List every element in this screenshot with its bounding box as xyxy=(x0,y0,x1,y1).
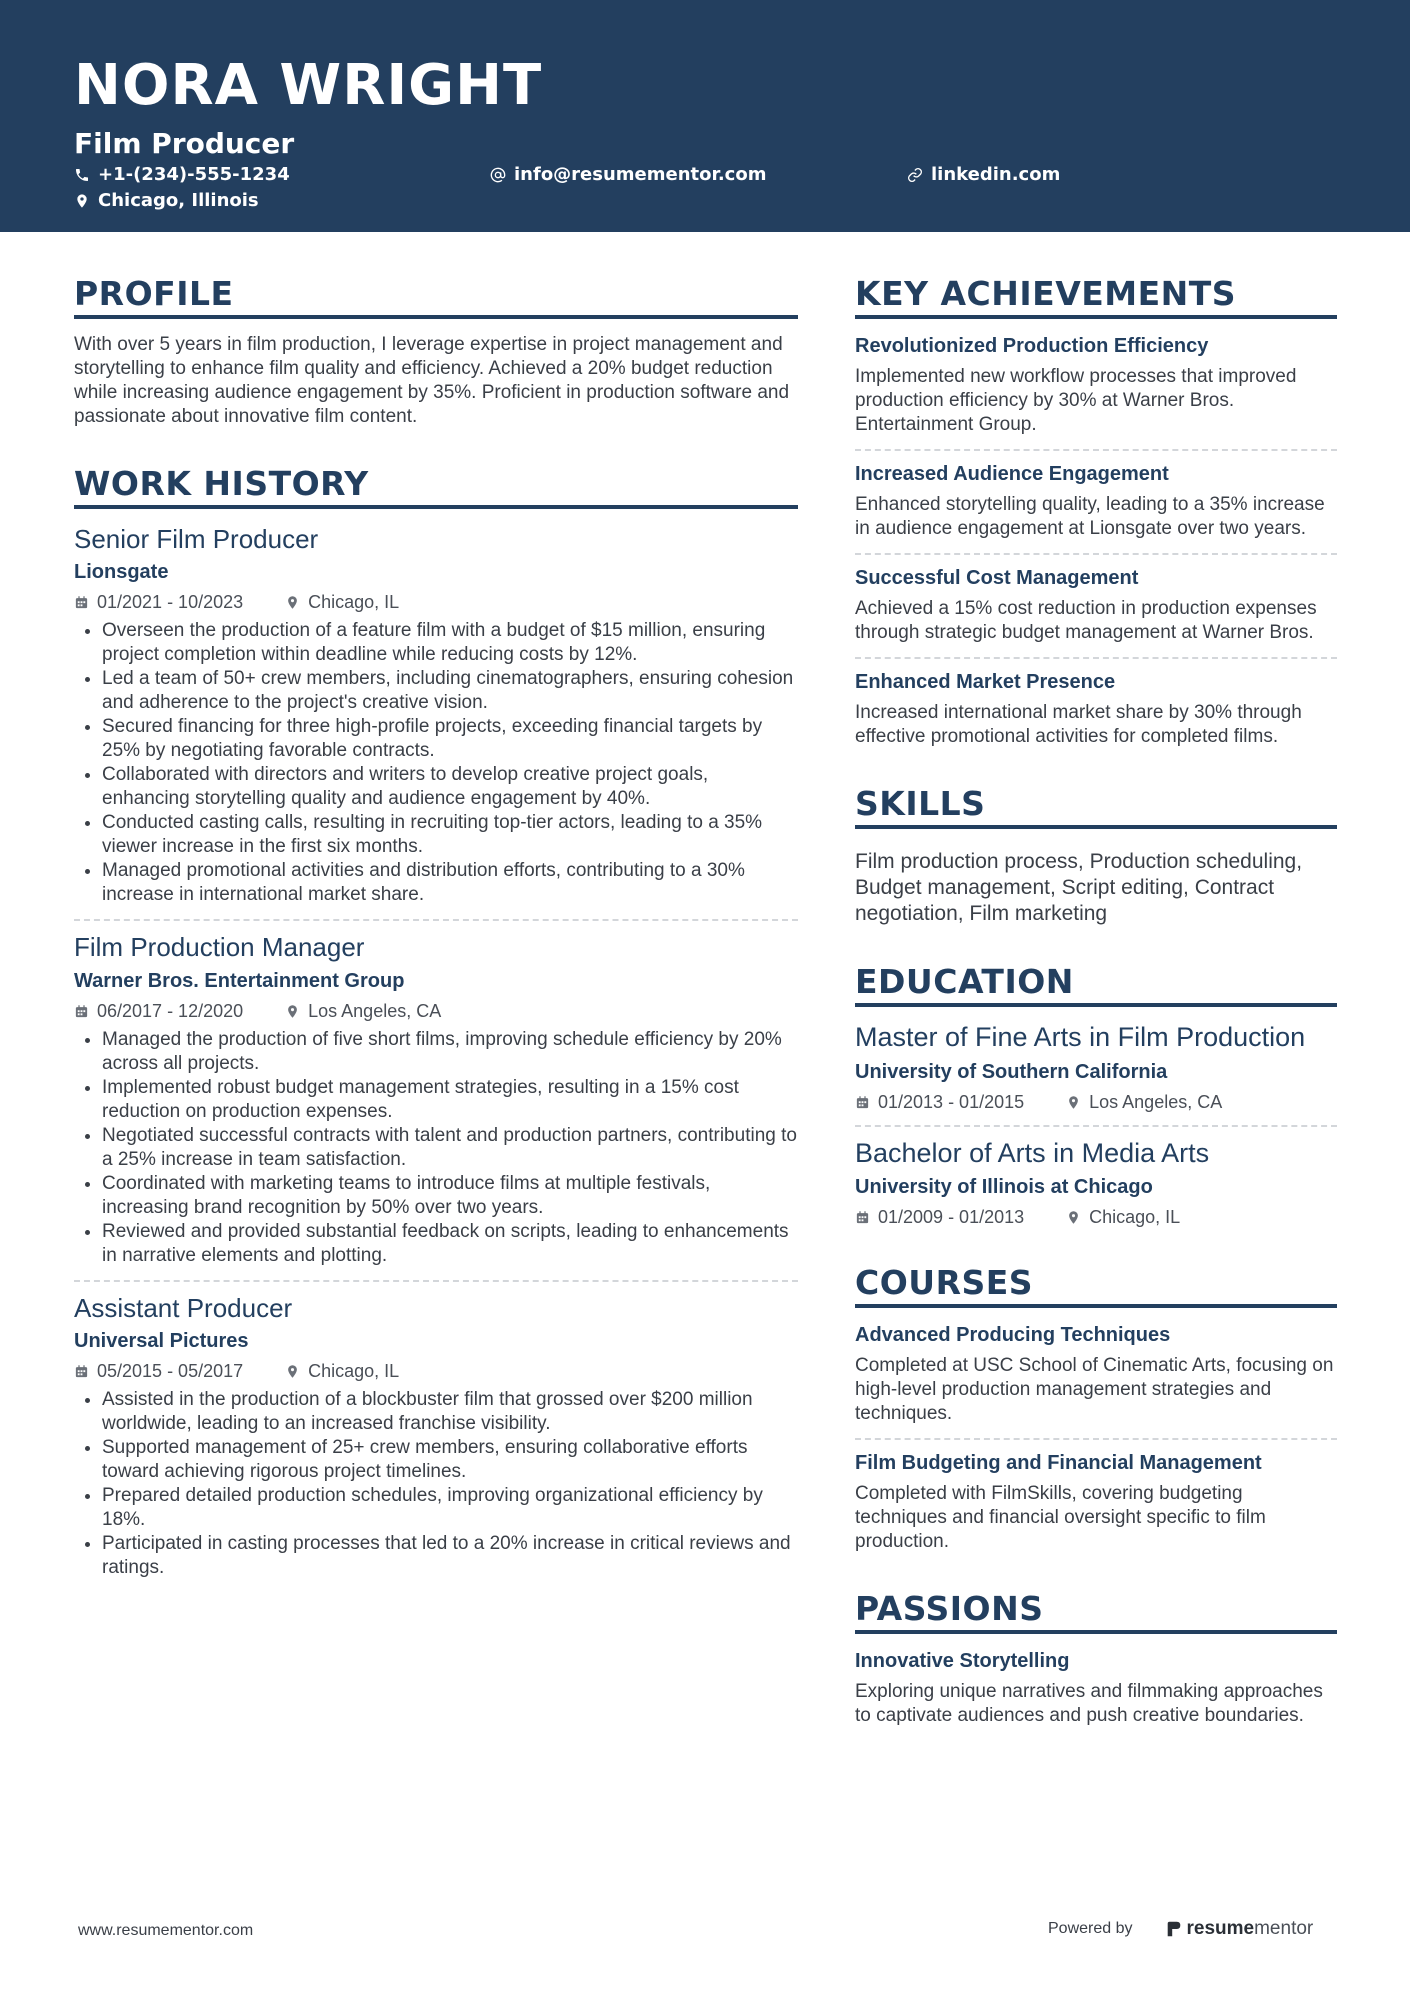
brand-name-bold: resume xyxy=(1186,1918,1255,1939)
education-heading: EDUCATION xyxy=(855,963,1337,1007)
map-pin-icon xyxy=(1066,1210,1081,1225)
map-pin-icon xyxy=(74,193,90,209)
job-meta xyxy=(74,1361,798,1382)
job-location: Los Angeles, CA xyxy=(308,1000,442,1021)
job-bullet: • Implemented robust budget management strategies, resulting in a 15% cost reduction on production expenses. xyxy=(102,1076,798,1124)
job-bullets xyxy=(74,619,798,907)
achievement-desc: Implemented new workflow processes that improved production efficiency by 30% at Warner Bros. Entertainment Group. xyxy=(855,365,1297,435)
divider xyxy=(74,919,798,921)
job-bullet: • Conducted casting calls, resulting in recruiting top-tier actors, leading to a 35% viewer increase in the first six months. xyxy=(102,811,798,859)
achievement-desc: Enhanced storytelling quality, leading to a 35% increase in audience engagement at Lionsgate over two years. xyxy=(855,493,1325,539)
achievement-item xyxy=(855,669,1337,749)
job-bullet: • Reviewed and provided substantial feedback on scripts, leading to enhancements in narrative elements and plotting. xyxy=(102,1220,798,1268)
job-bullet: • Secured financing for three high-profile projects, exceeding financial targets by 25% by negotiating favorable contracts. xyxy=(102,715,798,763)
job-title: Film Production Manager xyxy=(74,932,365,963)
calendar-icon xyxy=(855,1095,870,1110)
footer-website[interactable]: www.resumementor.com xyxy=(78,1922,254,1939)
education-dates: 01/2009 - 01/2013 xyxy=(878,1207,1025,1228)
job-title: Senior Film Producer xyxy=(74,523,319,554)
job-entry xyxy=(74,1292,798,1581)
location-text: Chicago, Illinois xyxy=(98,190,259,211)
job-bullet: • Managed the production of five short films, improving schedule efficiency by 20% across all projects. xyxy=(102,1028,798,1076)
profile-text: With over 5 years in film production, I leverage expertise in project management and storytelling to enhance film quality and efficiency. Achieved a 20% budget reduction while increasing audience engagement by 35%. Proficient in production software and passionate about innovative film content. xyxy=(74,333,790,427)
job-dates: 01/2021 - 10/2023 xyxy=(97,592,244,613)
brand-name-light: mentor xyxy=(1254,1918,1314,1939)
achievements-heading: KEY ACHIEVEMENTS xyxy=(855,275,1337,319)
education-degree: Master of Fine Arts in Film Production xyxy=(855,1021,1306,1052)
achievement-title: Successful Cost Management xyxy=(855,566,1139,589)
job-title: Assistant Producer xyxy=(74,1292,293,1323)
job-bullet: • Coordinated with marketing teams to introduce films at multiple festivals, increasing brand recognition by 50% over two years. xyxy=(102,1172,798,1220)
contact-email[interactable] xyxy=(490,164,766,185)
education-location: Chicago, IL xyxy=(1089,1207,1181,1228)
candidate-name: NORA WRIGHT xyxy=(74,53,543,118)
skills-heading: SKILLS xyxy=(855,785,1337,829)
job-location: Chicago, IL xyxy=(308,592,400,613)
job-bullet: • Led a team of 50+ crew members, including cinematographers, ensuring cohesion and adherence to the project's creative vision. xyxy=(102,667,798,715)
map-pin-icon xyxy=(285,1004,300,1019)
job-bullets xyxy=(74,1388,798,1580)
phone-text: +1-(234)-555-1234 xyxy=(98,164,290,185)
divider xyxy=(855,553,1337,555)
education-school: University of Illinois at Chicago xyxy=(855,1176,1153,1199)
contact-linkedin[interactable] xyxy=(907,164,1060,185)
left-column xyxy=(74,275,798,1580)
course-title: Advanced Producing Techniques xyxy=(855,1324,1171,1347)
phone-icon xyxy=(74,167,90,183)
job-bullet: • Prepared detailed production schedules, improving organizational efficiency by 18%. xyxy=(102,1484,798,1532)
education-location: Los Angeles, CA xyxy=(1089,1091,1223,1112)
work-history-heading: WORK HISTORY xyxy=(74,465,798,509)
achievement-item xyxy=(855,565,1337,659)
job-bullet: • Supported management of 25+ crew members, ensuring collaborative efforts toward achieving rigorous project timelines. xyxy=(102,1436,798,1484)
education-degree: Bachelor of Arts in Media Arts xyxy=(855,1137,1210,1168)
job-company: Lionsgate xyxy=(74,561,169,584)
job-company: Warner Bros. Entertainment Group xyxy=(74,969,405,992)
job-dates: 05/2015 - 05/2017 xyxy=(97,1361,244,1382)
calendar-icon xyxy=(855,1210,870,1225)
achievement-item xyxy=(855,461,1337,555)
calendar-icon xyxy=(74,1004,89,1019)
job-bullets xyxy=(74,1028,798,1268)
contact-phone xyxy=(74,164,290,185)
candidate-title: Film Producer xyxy=(74,127,295,160)
job-entry xyxy=(74,931,798,1282)
right-column xyxy=(855,275,1337,1728)
achievement-title: Increased Audience Engagement xyxy=(855,462,1169,485)
header-band xyxy=(0,0,1410,232)
job-meta xyxy=(74,592,798,613)
education-item xyxy=(855,1021,1337,1127)
passions-heading: PASSIONS xyxy=(855,1590,1337,1634)
brand-logo-icon xyxy=(1165,1920,1183,1938)
passion-title: Innovative Storytelling xyxy=(855,1650,1070,1673)
job-company: Universal Pictures xyxy=(74,1330,249,1353)
education-dates: 01/2013 - 01/2015 xyxy=(878,1091,1025,1112)
passion-item xyxy=(855,1648,1337,1728)
course-item xyxy=(855,1450,1337,1554)
calendar-icon xyxy=(74,1364,89,1379)
brand-logo[interactable] xyxy=(1165,1918,1314,1940)
job-bullet: • Managed promotional activities and distribution efforts, contributing to a 30% increase in international market share. xyxy=(102,859,798,907)
achievement-desc: Increased international market share by 30% through effective promotional activities for completed films. xyxy=(855,701,1302,747)
divider xyxy=(855,1125,1337,1127)
courses-heading: COURSES xyxy=(855,1264,1337,1308)
skills-text: Film production process, Production scheduling, Budget management, Script editing, Contract negotiation, Film marketing xyxy=(855,849,1303,925)
achievement-title: Revolutionized Production Efficiency xyxy=(855,334,1209,357)
job-dates: 06/2017 - 12/2020 xyxy=(97,1000,244,1021)
job-bullet: • Overseen the production of a feature film with a budget of $15 million, ensuring project completion within deadline while reducing costs by 12%. xyxy=(102,619,798,667)
divider xyxy=(74,1280,798,1282)
divider xyxy=(855,657,1337,659)
course-item xyxy=(855,1322,1337,1440)
education-meta xyxy=(855,1092,1337,1113)
job-bullet: • Assisted in the production of a blockbuster film that grossed over $200 million worldwide, leading to an increased franchise visibility. xyxy=(102,1388,798,1436)
map-pin-icon xyxy=(285,1364,300,1379)
passion-desc: Exploring unique narratives and filmmaking approaches to captivate audiences and push creative boundaries. xyxy=(855,1681,1323,1727)
powered-by-label: Powered by xyxy=(1048,1920,1133,1937)
job-bullet: • Collaborated with directors and writers to develop creative project goals, enhancing storytelling quality and audience engagement by 40%. xyxy=(102,763,798,811)
map-pin-icon xyxy=(285,595,300,610)
link-icon xyxy=(907,167,923,183)
footer-powered xyxy=(1048,1918,1313,1940)
calendar-icon xyxy=(74,595,89,610)
course-desc: Completed with FilmSkills, covering budgeting techniques and financial oversight specific to film production. xyxy=(855,1483,1266,1553)
course-title: Film Budgeting and Financial Management xyxy=(855,1452,1262,1475)
education-school: University of Southern California xyxy=(855,1060,1168,1083)
at-icon xyxy=(490,167,506,183)
achievement-desc: Achieved a 15% cost reduction in production expenses through strategic budget management at Warner Bros. xyxy=(855,597,1317,643)
job-bullet: • Participated in casting processes that led to a 20% increase in critical reviews and ratings. xyxy=(102,1532,798,1580)
job-bullet: • Negotiated successful contracts with talent and production partners, contributing to a 25% increase in team satisfaction. xyxy=(102,1124,798,1172)
course-desc: Completed at USC School of Cinematic Arts, focusing on high-level production management strategies and techniques. xyxy=(855,1355,1334,1425)
profile-heading: PROFILE xyxy=(74,275,798,319)
email-link[interactable]: info@resumementor.com xyxy=(514,164,767,185)
contact-location xyxy=(74,190,259,211)
job-location: Chicago, IL xyxy=(308,1361,400,1382)
achievement-item xyxy=(855,333,1337,451)
map-pin-icon xyxy=(1066,1095,1081,1110)
education-item xyxy=(855,1137,1337,1229)
achievement-title: Enhanced Market Presence xyxy=(855,670,1116,693)
divider xyxy=(855,449,1337,451)
education-meta xyxy=(855,1207,1337,1228)
divider xyxy=(855,1438,1337,1440)
job-entry xyxy=(74,523,798,922)
job-meta xyxy=(74,1001,798,1022)
linkedin-link[interactable]: linkedin.com xyxy=(931,164,1061,185)
